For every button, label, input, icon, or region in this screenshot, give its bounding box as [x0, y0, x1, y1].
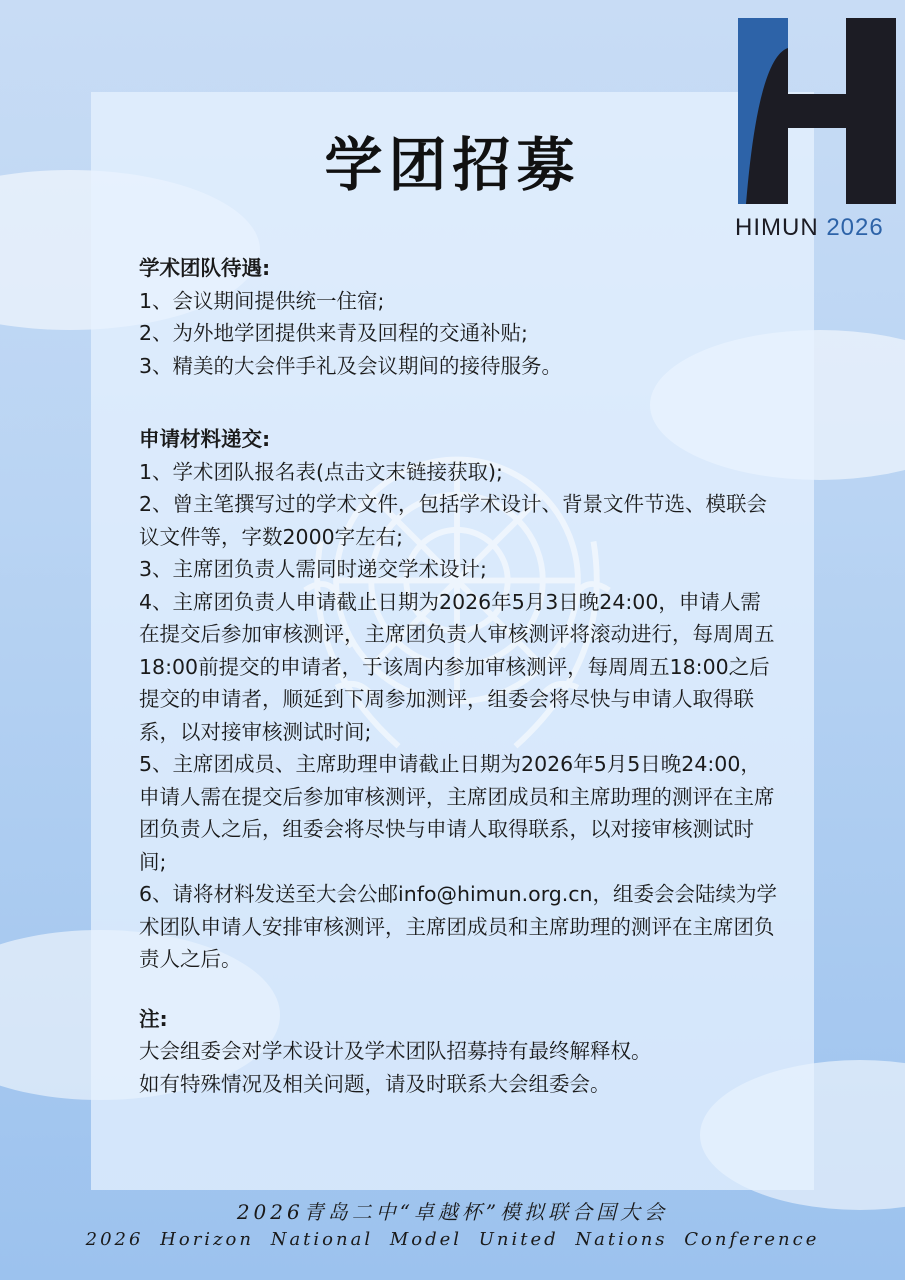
note-item: 大会组委会对学术设计及学术团队招募持有最终解释权。 — [139, 1039, 652, 1063]
material-item: 6、请将材料发送至大会公邮info@himun.org.cn，组委会会陆续为学术团队申请人安排审核测评，主席团成员和主席助理的测评在主席团负责人之后。 — [139, 882, 778, 971]
himun-logo-text — [735, 214, 884, 242]
benefit-item: 3、精美的大会伴手礼及会议期间的接待服务。 — [139, 353, 563, 378]
material-item: 4、主席团负责人申请截止日期为2026年5月3日晚24:00，申请人需在提交后参加审核测评，主席团负责人审核测评将滚动进行，每周周五18:00前提交的申请者，于该周内参加审核测评，每周周五18:00之后提交的申请者，顺延到下周参加测评，组委会将尽快与申请人取得联系，以对接审核测试时间; — [139, 589, 775, 744]
note-heading: 注: — [139, 1006, 168, 1031]
note-item: 如有特殊情况及相关问题，请及时联系大会组委会。 — [139, 1071, 611, 1096]
benefit-item: 1、会议期间提供统一住宿; — [139, 288, 385, 313]
materials-heading: 申请材料递交: — [139, 427, 271, 451]
material-item: 2、曾主笔撰写过的学术文件，包括学术设计、背景文件节选、模联会议文件等，字数2000字左右; — [139, 492, 768, 549]
logo-year: 2026 — [826, 214, 884, 241]
page-title: 学团招募 — [324, 131, 581, 199]
spacer — [139, 976, 779, 1003]
spacer — [139, 382, 779, 423]
materials-section — [139, 423, 779, 976]
material-item: 3、主席团负责人需同时递交学术设计; — [139, 557, 487, 581]
benefits-heading: 学术团队待遇: — [139, 256, 271, 280]
logo-name: HIMUN — [735, 214, 819, 241]
benefits-section — [139, 252, 779, 382]
poster-content — [139, 252, 779, 1100]
footer-chinese-title: 2026青岛二中“卓越杯”模拟联合国大会 — [236, 1200, 669, 1224]
material-item: 5、主席团成员、主席助理申请截止日期为2026年5月5日晚24:00，申请人需在提交后参加审核测评，主席团成员和主席助理的测评在主席团负责人之后，组委会将尽快与申请人取得联系，以对接审核测试时间; — [139, 752, 775, 874]
footer-english-title: 2026 Horizon National Model United Nations Conference — [85, 1229, 820, 1250]
material-item: 1、学术团队报名表(点击文末链接获取); — [139, 459, 503, 484]
benefit-item: 2、为外地学团提供来青及回程的交通补贴; — [139, 321, 528, 345]
note-section — [139, 1003, 779, 1101]
